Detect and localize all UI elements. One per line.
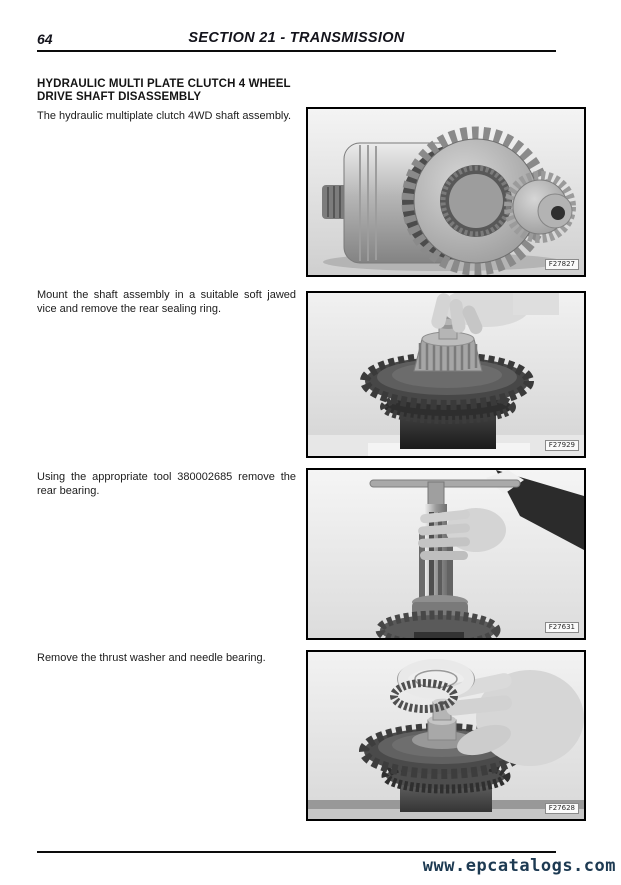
doc-heading [37,78,307,104]
step-text-4: Remove the thrust washer and needle bearing. [37,652,266,664]
footer-rule [37,851,556,853]
step-text-1: The hydraulic multiplate clutch 4WD shaft assembly. [37,110,292,122]
thrust-washer-removal-photo [308,652,584,819]
footer-site-link[interactable]: www.epcatalogs.com [422,856,616,876]
doc-heading-line2: DRIVE SHAFT DISASSEMBLY [37,91,202,103]
figure-clutch-assembly [306,107,586,277]
bearing-puller-photo [308,470,584,638]
clutch-assembly-photo [308,109,584,275]
step-text-2: Mount the shaft assembly in a suitable soft jawed vice and remove the rear sealing ring. [37,289,296,315]
figure-label-3: F27631 [545,622,579,633]
figure-sealing-ring-removal [306,291,586,458]
figure-bearing-puller [306,468,586,640]
figure-thrust-washer-removal [306,650,586,821]
figure-label-2: F27929 [545,440,579,451]
figure-label-1: F27827 [545,259,579,270]
section-title: SECTION 21 - TRANSMISSION [188,30,405,46]
step-text-3: Using the appropriate tool 380002685 remove the rear bearing. [37,471,296,497]
header-rule [37,50,556,52]
doc-heading-line1: HYDRAULIC MULTI PLATE CLUTCH 4 WHEEL [37,78,291,90]
sealing-ring-removal-photo [308,293,584,456]
page-number: 64 [37,31,53,47]
figure-label-4: F27628 [545,803,579,814]
